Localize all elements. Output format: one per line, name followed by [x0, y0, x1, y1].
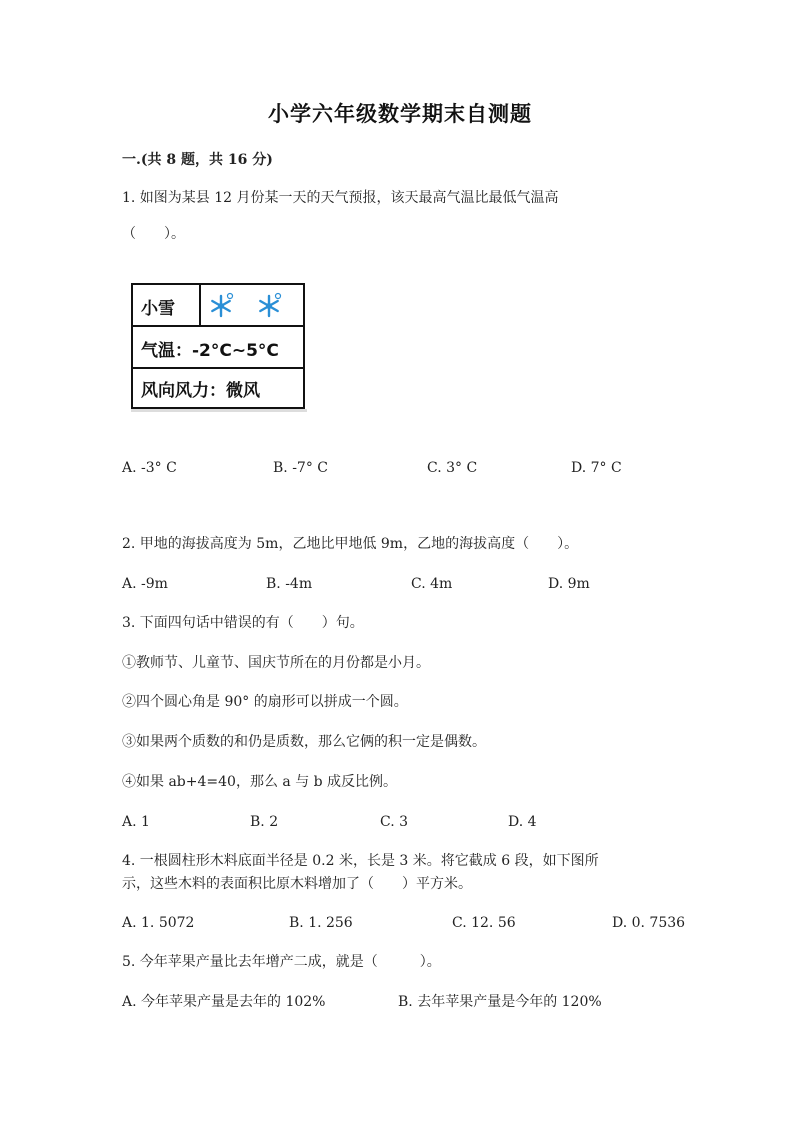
q4-text-line2: 示，这些木料的表面积比原木料增加了（ ）平方米。: [122, 876, 472, 892]
q3-option-c: C. 3: [380, 814, 409, 830]
q3-statement-2: ②四个圆心角是 90° 的扇形可以拼成一个圆。: [122, 694, 408, 710]
q3-option-a: A. 1: [122, 814, 150, 830]
weather-row-wind: [133, 369, 303, 407]
q3-option-b: B. 2: [250, 814, 279, 830]
weather-temperature: 气温：-2°C~5°C: [141, 341, 279, 361]
q1-option-c: C. 3° C: [427, 460, 478, 476]
q3-text: 3. 下面四句话中错误的有（ ）句。: [122, 615, 364, 631]
weather-condition-label: 小雪: [141, 299, 175, 319]
q3-option-d: D. 4: [508, 814, 537, 830]
q1-text-line2: （ ）。: [122, 226, 185, 242]
section-heading: 一.(共 8 题，共 16 分): [122, 152, 273, 168]
weather-row-temperature: [133, 327, 303, 369]
q2-option-a: A. -9m: [122, 576, 168, 592]
q1-text-line1: 1. 如图为某县 12 月份某一天的天气预报，该天最高气温比最低气温高: [122, 190, 559, 206]
q5-option-a: A. 今年苹果产量是去年的 102%: [122, 994, 326, 1010]
q4-option-d: D. 0. 7536: [612, 915, 686, 931]
q2-option-b: B. -4m: [266, 576, 313, 592]
figure-shadow: [131, 409, 307, 412]
q3-statement-3: ③如果两个质数的和仍是质数，那么它俩的积一定是偶数。: [122, 734, 486, 750]
weather-row-condition: [133, 285, 303, 327]
q3-statement-1: ①教师节、儿童节、国庆节所在的月份都是小月。: [122, 655, 430, 671]
weather-forecast-figure: [131, 283, 305, 409]
q1-option-a: A. -3° C: [122, 460, 177, 476]
q4-option-a: A. 1. 5072: [122, 915, 195, 931]
q4-text-line1: 4. 一根圆柱形木料底面半径是 0.2 米，长是 3 米。将它截成 6 段，如下图所: [122, 853, 599, 869]
snowflake-icon: [206, 291, 236, 321]
weather-wind: 风向风力：微风: [141, 381, 260, 401]
snowflake-icon: [254, 291, 284, 321]
q4-option-b: B. 1. 256: [289, 915, 353, 931]
q2-option-d: D. 9m: [548, 576, 590, 592]
q4-option-c: C. 12. 56: [452, 915, 516, 931]
q2-option-c: C. 4m: [411, 576, 453, 592]
q3-statement-4: ④如果 ab+4=40，那么 a 与 b 成反比例。: [122, 774, 398, 790]
weather-divider: [199, 285, 201, 327]
q5-text: 5. 今年苹果产量比去年增产二成，就是（ ）。: [122, 954, 441, 970]
page-title: 小学六年级数学期末自测题: [268, 101, 532, 126]
q2-text: 2. 甲地的海拔高度为 5m，乙地比甲地低 9m，乙地的海拔高度（ ）。: [122, 536, 579, 552]
q1-option-d: D. 7° C: [571, 460, 622, 476]
q1-option-b: B. -7° C: [273, 460, 328, 476]
q5-option-b: B. 去年苹果产量是今年的 120%: [398, 994, 602, 1010]
